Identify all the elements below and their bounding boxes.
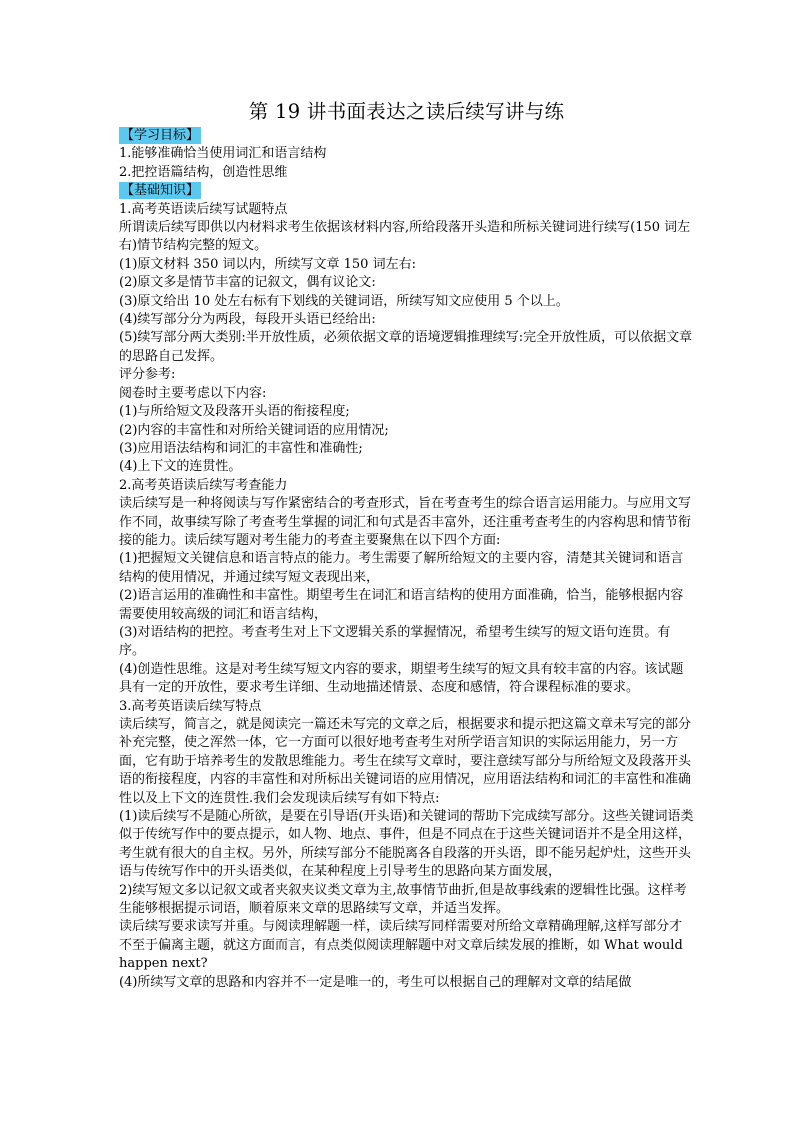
paragraph: (1)把握短文关键信息和语言特点的能力。考生需要了解所给短文的主要内容，清楚其关键词和语言结构的使用情况，并通过续写短文表现出来， [119, 551, 684, 585]
basic-knowledge-tag: 【基础知识】 [121, 183, 200, 199]
paragraph: 所谓读后续写即供以内材料求考生依据该材料内容,所给段落开头造和所标关键词进行续写(150 词左右)情节结构完整的短文。 [119, 220, 691, 254]
goal-item: 1.能够准确恰当使用词汇和语言结构 [119, 146, 327, 162]
paragraph: 读后续写是一种将阅读与写作紧密结合的考查形式，旨在考查考生的综合语言运用能力。与应用文写作不同，故事续写除了考查考生掌握的词汇和句式是否丰富外，还注重考查考生的内容构思和情节衔接的能力。读后续写题对考生能力的考查主要聚焦在以下四个方面: [119, 496, 692, 548]
paragraph: 阅卷时主要考虑以下内容: [119, 385, 267, 401]
section-heading: 2.高考英语读后续写考查能力 [119, 477, 288, 493]
paragraph: 读后续写，简言之，就是阅读完一篇还未写完的文章之后，根据要求和提示把这篇文章未写完的部分补充完整，使之浑然一体，它一方面可以很好地考查考生对所学语言知识的实际运用能力，另一方面，它有助于培养考生的发散思维能力。考生在续写文章时，要注意续写部分与所给短文及段落开头语的衔接程度，内容的丰富性和对所标出关键词语的应用情况，应用语法结构和词汇的丰富性和准确性以及上下文的连贯性.我们会发现读后续写有如下特点: [119, 717, 692, 806]
paragraph: (2)内容的丰富性和对所给关键词语的应用情况; [119, 422, 389, 438]
paragraph: (4)创造性思维。这是对考生续写短文内容的要求，期望考生续写的短文具有较丰富的内容。该试题具有一定的开放性，要求考生详细、生动地描述情景、态度和感情，符合课程标准的要求。 [119, 661, 684, 696]
paragraph: (3)应用语法结构和词汇的丰富性和准确性; [119, 440, 363, 456]
paragraph: 评分参考: [119, 367, 176, 383]
paragraph: (1)原文材料 350 词以内，所续写文章 150 词左右: [119, 256, 416, 272]
paragraph: 2)续写短文多以记叙文或者夹叙夹议类文章为主,故事情节曲折,但是故事线索的逻辑性比强。这样考生能够根据提示词语，顺着原来文章的思路续写文章，并适当发挥。 [119, 882, 687, 917]
learning-goals-tag: 【学习目标】 [121, 128, 200, 143]
paragraph: (4)上下文的连贯性。 [119, 459, 242, 475]
paragraph: (3)对语结构的把控。考查考生对上下文逻辑关系的掌握情况，希望考生续写的短文语句连贯。有序。 [119, 624, 671, 659]
section-heading: 3.高考英语读后续写特点 [119, 698, 262, 714]
goal-item: 2.把控语篇结构，创造性思维 [119, 164, 288, 180]
paragraph: (4)续写部分分为两段，每段开头语已经给出: [119, 312, 376, 328]
paragraph: 读后续写要求读写并重。与阅读理解题一样，读后续写同样需要对所给文章精确理解,这样写部分才不至于偏离主题，就这方面而言，有点类似阅读理解题中对文章后续发展的推断，如 What would happen next? [119, 919, 683, 972]
paragraph: (2)原文多是情节丰富的记叙文，偶有议论文: [119, 275, 376, 291]
page-title: 第 19 讲书面表达之读后续写讲与练 [248, 100, 565, 123]
paragraph: (1)读后续写不是随心所欲，是要在引导语(开头语)和关键词的帮助下完成续写部分。这些关键词语类似于传统写作中的要点提示，如人物、地点、事件，但是不同点在于这些关键词语并不是全用这样，考生就有很大的自主权。另外，所续写部分不能脱离各自段落的开头语，即不能另起炉灶，这些开头语与传统写作中的开头语类似，在某种程度上引导考生的思路向某方面发展， [119, 809, 694, 880]
paragraph: (3)原文给出 10 处左右标有下划线的关键词语，所续写知文应使用 5 个以上。 [119, 293, 569, 309]
basic-knowledge [119, 182, 694, 992]
paragraph: (4)所续写文章的思路和内容并不一定是唯一的，考生可以根据自己的理解对文章的结尾做 [119, 974, 632, 990]
paragraph: (1)与所给短文及段落开头语的衔接程度; [119, 404, 350, 420]
paragraph: (5)续写部分两大类别:半开放性质，必须依据文章的语境逻辑推理续写:完全开放性质，可以依据文章的思路自己发挥。 [119, 330, 693, 364]
learning-goals [119, 127, 694, 182]
paragraph: (2)语言运用的准确性和丰富性。期望考生在词汇和语言结构的使用方面准确，恰当，能够根据内容需要使用较高级的词汇和语言结构， [119, 588, 684, 622]
section-heading: 1.高考英语读后续写试题特点 [119, 201, 288, 217]
